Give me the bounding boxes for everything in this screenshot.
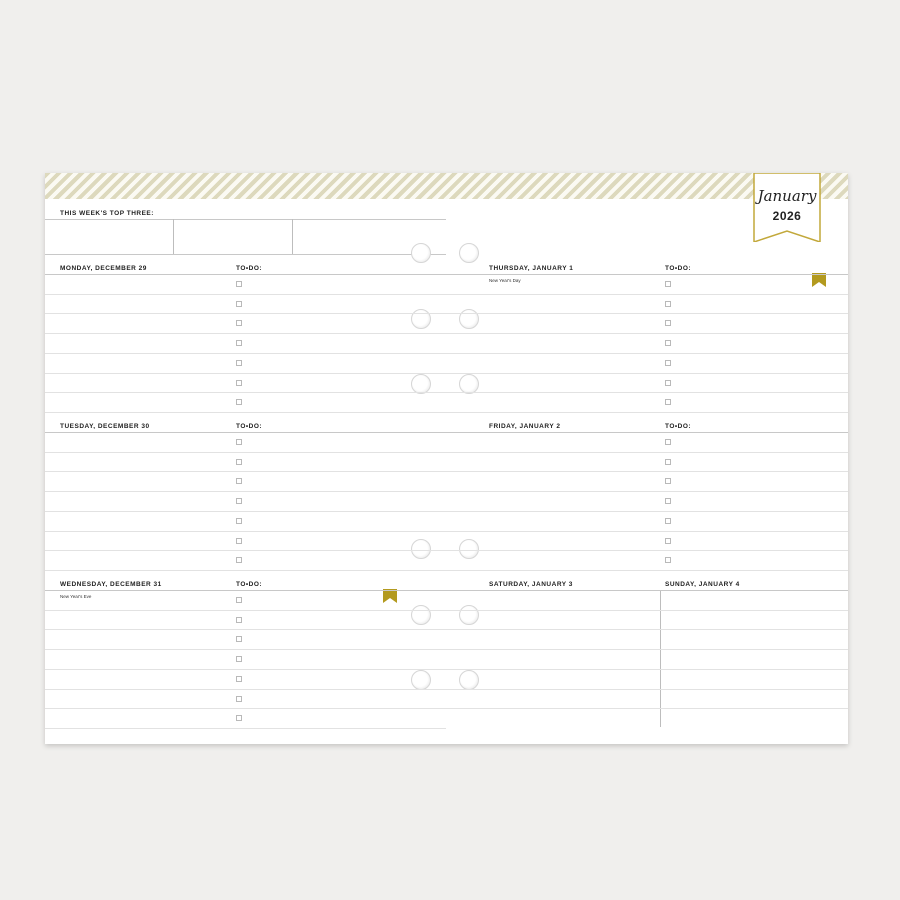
binder-hole — [411, 605, 431, 625]
checkbox-icon[interactable] — [236, 538, 242, 544]
writing-line — [446, 511, 848, 512]
todo-heading-thursday: TO•DO: — [665, 265, 692, 272]
writing-line — [45, 570, 446, 571]
writing-line — [446, 550, 848, 551]
checkbox-icon[interactable] — [665, 281, 671, 287]
writing-line — [446, 294, 848, 295]
checkbox-icon[interactable] — [236, 676, 242, 682]
writing-line — [45, 392, 446, 393]
checkbox-icon[interactable] — [665, 459, 671, 465]
checkbox-icon[interactable] — [236, 281, 242, 287]
checkbox-icon[interactable] — [236, 340, 242, 346]
top-three-bottom-rule — [45, 254, 446, 255]
todo-heading-wednesday: TO•DO: — [236, 581, 263, 588]
day-heading-saturday: SATURDAY, JANUARY 3 — [489, 581, 573, 588]
binder-hole — [459, 605, 479, 625]
checkbox-icon[interactable] — [236, 301, 242, 307]
checkbox-icon[interactable] — [236, 597, 242, 603]
binder-hole — [411, 243, 431, 263]
checkbox-icon[interactable] — [236, 557, 242, 563]
writing-line — [45, 728, 446, 729]
checkbox-icon[interactable] — [236, 478, 242, 484]
writing-line — [45, 550, 446, 551]
checkbox-icon[interactable] — [665, 320, 671, 326]
checkbox-icon[interactable] — [236, 459, 242, 465]
day-heading-tuesday: TUESDAY, DECEMBER 30 — [60, 423, 150, 430]
checkbox-icon[interactable] — [236, 696, 242, 702]
writing-line — [45, 629, 446, 630]
checkbox-icon[interactable] — [665, 439, 671, 445]
checkbox-icon[interactable] — [236, 360, 242, 366]
top-three-slot-2[interactable] — [174, 220, 292, 254]
checkbox-icon[interactable] — [236, 636, 242, 642]
writing-line — [45, 412, 446, 413]
month-banner — [752, 173, 822, 242]
writing-line — [446, 392, 848, 393]
checkbox-icon[interactable] — [236, 656, 242, 662]
checkbox-icon[interactable] — [665, 380, 671, 386]
writing-line — [446, 669, 848, 670]
writing-line — [446, 313, 848, 314]
checkbox-icon[interactable] — [665, 301, 671, 307]
writing-line — [446, 353, 848, 354]
binder-hole — [411, 309, 431, 329]
day-heading-monday: MONDAY, DECEMBER 29 — [60, 265, 147, 272]
writing-line — [45, 511, 446, 512]
day-heading-thursday: THURSDAY, JANUARY 1 — [489, 265, 574, 272]
writing-line — [45, 353, 446, 354]
checkbox-icon[interactable] — [236, 399, 242, 405]
writing-line — [45, 333, 446, 334]
writing-line — [45, 471, 446, 472]
writing-line — [446, 471, 848, 472]
writing-line — [446, 629, 848, 630]
banner-year: 2026 — [772, 209, 802, 223]
binder-hole — [459, 243, 479, 263]
header-stripes — [45, 173, 848, 199]
writing-line — [45, 669, 446, 670]
writing-line — [45, 452, 446, 453]
holiday-note-wednesday: New Year's Eve — [60, 594, 92, 599]
checkbox-icon[interactable] — [236, 380, 242, 386]
day-heading-rule — [446, 274, 848, 275]
checkbox-icon[interactable] — [665, 498, 671, 504]
checkbox-icon[interactable] — [236, 617, 242, 623]
todo-heading-tuesday: TO•DO: — [236, 423, 263, 430]
writing-line — [446, 491, 848, 492]
checkbox-icon[interactable] — [665, 538, 671, 544]
checkbox-icon[interactable] — [665, 518, 671, 524]
top-three-label: THIS WEEK'S TOP THREE: — [60, 210, 154, 217]
holiday-note-thursday: New Year's Day — [489, 278, 521, 283]
writing-line — [446, 452, 848, 453]
writing-line — [45, 313, 446, 314]
checkbox-icon[interactable] — [236, 518, 242, 524]
writing-line — [45, 610, 446, 611]
checkbox-icon[interactable] — [665, 478, 671, 484]
writing-line — [446, 531, 848, 532]
writing-line — [45, 373, 446, 374]
checkbox-icon[interactable] — [236, 715, 242, 721]
writing-line — [446, 412, 848, 413]
day-heading-sunday: SUNDAY, JANUARY 4 — [665, 581, 740, 588]
top-three-slot-1[interactable] — [45, 220, 173, 254]
day-heading-friday: FRIDAY, JANUARY 2 — [489, 423, 561, 430]
writing-line — [45, 294, 446, 295]
checkbox-icon[interactable] — [236, 320, 242, 326]
binder-hole — [459, 670, 479, 690]
day-heading-rule — [45, 274, 446, 275]
checkbox-icon[interactable] — [236, 498, 242, 504]
writing-line — [45, 531, 446, 532]
writing-line — [446, 570, 848, 571]
day-heading-rule — [45, 432, 446, 433]
flag-icon — [812, 273, 826, 287]
writing-line — [446, 373, 848, 374]
binder-hole — [459, 374, 479, 394]
writing-line — [446, 649, 848, 650]
day-heading-wednesday: WEDNESDAY, DECEMBER 31 — [60, 581, 162, 588]
day-heading-rule — [45, 590, 446, 591]
checkbox-icon[interactable] — [236, 439, 242, 445]
binder-hole — [459, 539, 479, 559]
writing-line — [45, 708, 446, 709]
binder-hole — [459, 309, 479, 329]
checkbox-icon[interactable] — [665, 340, 671, 346]
writing-line — [45, 491, 446, 492]
writing-line — [446, 689, 848, 690]
todo-heading-friday: TO•DO: — [665, 423, 692, 430]
checkbox-icon[interactable] — [665, 360, 671, 366]
planner-page — [45, 173, 848, 744]
binder-hole — [411, 670, 431, 690]
banner-month: January — [757, 187, 817, 205]
writing-line — [45, 649, 446, 650]
checkbox-icon[interactable] — [665, 399, 671, 405]
writing-line — [45, 689, 446, 690]
binder-hole — [411, 539, 431, 559]
writing-line — [446, 708, 848, 709]
binder-hole — [411, 374, 431, 394]
day-heading-rule — [446, 590, 848, 591]
writing-line — [446, 333, 848, 334]
flag-icon — [383, 589, 397, 603]
todo-heading-monday: TO•DO: — [236, 265, 263, 272]
writing-line — [446, 610, 848, 611]
day-heading-rule — [446, 432, 848, 433]
checkbox-icon[interactable] — [665, 557, 671, 563]
